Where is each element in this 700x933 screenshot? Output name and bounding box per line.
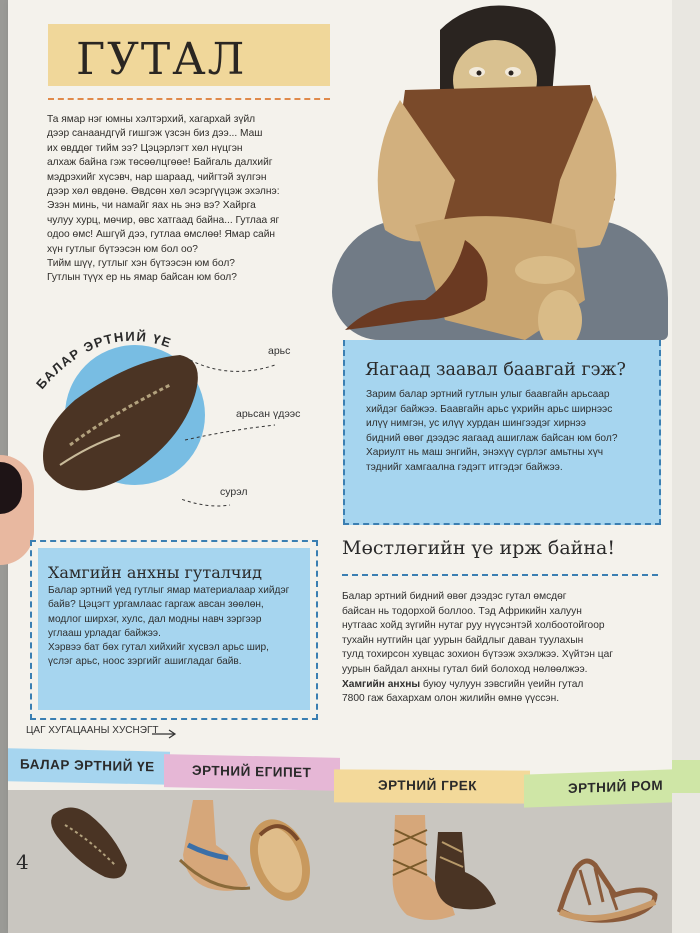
book-page-right-edge bbox=[672, 0, 700, 933]
first-shoemakers-text: Балар эртний үед гутлыг ямар материалаар хийдэг байв? Цэцэгт ургамлаас гаргаж авсан зөөлөн, модлог ширхэг, хулс, дал модны навч зэргээр углааш урладаг байжээ. Хэрвээ бат бөх гутал хийхийг хүсвэл арьс шир, үслэг арьс, ноос зэргийг ашигладаг байв. bbox=[48, 585, 290, 668]
egyptian-sandal-icon bbox=[240, 810, 320, 905]
label-leather-lace: арьсан үдээс bbox=[236, 408, 301, 420]
arc-label-text: БАЛАР ЭРТНИЙ ҮЕ bbox=[33, 328, 174, 392]
era-band-next bbox=[672, 760, 700, 793]
arrow-right-icon bbox=[152, 729, 178, 739]
page-number: 4 bbox=[16, 850, 29, 874]
era-band-prehistoric: БАЛАР ЭРТНИЙ ҮЕ bbox=[8, 748, 170, 784]
label-straw: сурэл bbox=[220, 486, 248, 498]
title-dashed-rule bbox=[48, 98, 330, 100]
era-band-egypt: ЭРТНИЙ ЕГИПЕТ bbox=[164, 754, 340, 791]
first-shoemakers-title: Хамгийн анхны гуталчид bbox=[48, 563, 262, 582]
ice-age-dashed-rule bbox=[342, 574, 658, 576]
why-bear-text: Зарим балар эртний гутлын улыг баавгайн арьсаар хийдэг байжээ. Баавгайн арьс үхрийн арьс ширнээс илүү нимгэн, ус илүү хурдан шингээдэг хирнээ бидний өвөг дээдэс яагаад ашиглаж байсан юм бол? Хариулт нь маш энгийн, энэхүү сүрлэг амьтны хүч тэднийг хамгаална гэдэгт итгэдэг байжээ. bbox=[366, 389, 618, 473]
greek-boot-icon bbox=[430, 832, 500, 912]
caveman-illustration bbox=[345, 0, 665, 360]
label-leather: арьс bbox=[268, 345, 291, 357]
era-band-rome: ЭРТНИЙ РОМ bbox=[524, 769, 672, 807]
timeline-label: ЦАГ ХУГАЦААНЫ ХУСНЭГТ bbox=[26, 725, 159, 736]
ice-age-bold: Хамгийн анхны bbox=[342, 678, 421, 690]
prehistoric-shoe-icon bbox=[45, 795, 135, 885]
intro-paragraph: Та ямар нэг юмны хэлтэрхий, хагархай зүйл дээр санаандгүй гишгэж үзсэн биз дээ... Маш их өвддөг тийм ээ? Цэцэрлэгт хөл нүцгэн алхаж байна гэж төсөөлцгөөе! Байгаль далхийг мэдрэхийг хүсэвч, нар шараад, чийгтэй зүлгэн дээр хөл өвдөнө. Өвдсөн хөл эсэргүүцэж эхэлнэ: Эзэн минь, чи намайг яах нь энэ вэ? Хайрга чулуу хурц, мөчир, өвс хатгаад байна... Гутлаа яг одоо өмс! Ашгүй дээ, гутлаа өмслөө! Ямар сайн хүн гутлыг бүтээсэн юм бол оо? Тийм шүү, гутлыг хэн бүтээсэн юм бол? Гутлын түүх ер нь ямар байсан юм бол? bbox=[47, 114, 280, 284]
page-title: ГУТАЛ bbox=[76, 34, 247, 85]
ice-age-title: Мөстлөгийн үе ирж байна! bbox=[342, 537, 615, 559]
roman-sandal-icon bbox=[555, 840, 660, 925]
era-band-greece: ЭРТНИЙ ГРЕК bbox=[334, 769, 530, 803]
ice-age-text: Балар эртний бидний өвөг дээдэс гутал өмсдөг байсан нь тодорхой боллоо. Тэд Африкийн халуун нутгаас хойд зүгийн нутаг руу нүүсэнтэй холбоотойгоор тухайн нутгийн цаг уурын байдлыг даван туулахын тулд тохирсон хувцас зохион бүтээж эхэлжээ. Хүйтэн цаг уурын байдал анхны гутал бий болоход нөлөөлжээ. Хамгийн анхны буюу чулуун зэвсгийн үеийн гутал 7800 гаж бахархам олон жилийн өмнө үүссэн. bbox=[342, 591, 614, 705]
why-bear-title: Яагаад заавал баавгай гэж? bbox=[365, 360, 626, 380]
